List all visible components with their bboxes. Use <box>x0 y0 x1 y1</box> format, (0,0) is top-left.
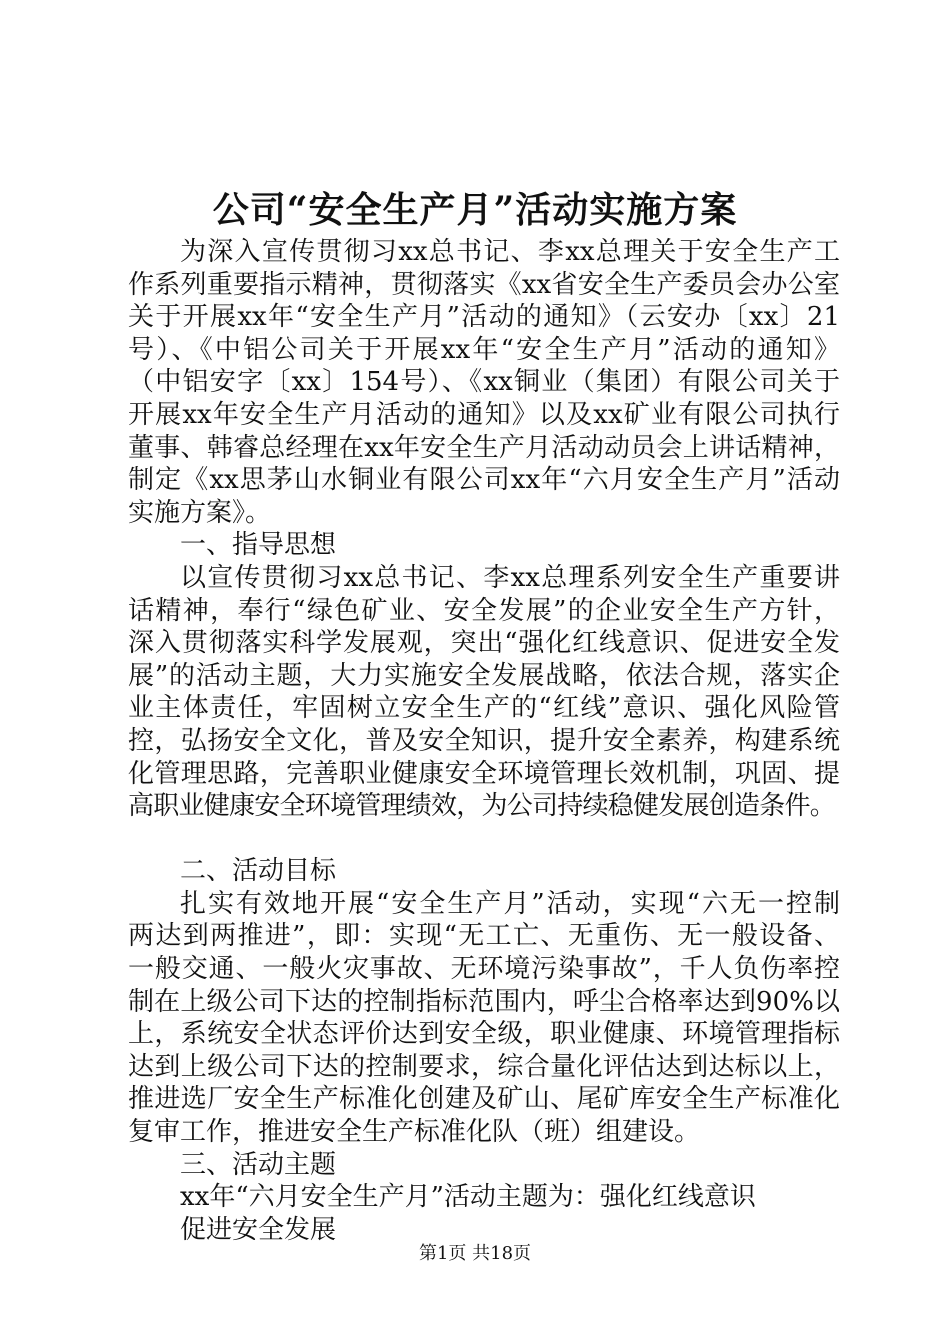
intro-line: 关于开展xx年“安全生产月”活动的通知》（云安办〔xx〕21 <box>128 302 840 333</box>
document-title: 公司“安全生产月”活动实施方案 <box>212 189 738 231</box>
section2-line: 一般交通、一般火灾事故、无环境污染事故”，千人负伤率控 <box>128 954 840 985</box>
section-heading-activity-goals: 二、活动目标 <box>180 856 337 887</box>
intro-line: （中铝安字〔xx〕154号）、《xx铜业（集团）有限公司关于 <box>128 367 840 398</box>
section1-line: 业主体责任，牢固树立安全生产的“红线”意识、强化风险管 <box>128 693 840 724</box>
intro-line: 作系列重要指示精神，贯彻落实《xx省安全生产委员会办公室 <box>128 269 840 300</box>
section2-line: 推进选厂安全生产标准化创建及矿山、尾矿库安全生产标准化 <box>128 1084 840 1115</box>
section1-line: 话精神，奉行“绿色矿业、安全发展”的企业安全生产方针， <box>128 595 840 626</box>
section1-line: 高职业健康安全环境管理绩效，为公司持续稳健发展创造条件。 <box>128 791 836 822</box>
section2-line: 复审工作，推进安全生产标准化队（班）组建设。 <box>128 1117 701 1148</box>
intro-line: 号）、《中铝公司关于开展xx年“安全生产月”活动的通知》 <box>128 334 840 365</box>
section3-line: xx年“六月安全生产月”活动主题为：强化红线意识 <box>180 1182 756 1213</box>
paragraph-spacer <box>128 823 840 856</box>
intro-line: 董事、韩睿总经理在xx年安全生产月活动动员会上讲话精神， <box>128 432 840 463</box>
section2-line: 上，系统安全状态评价达到安全级，职业健康、环境管理指标 <box>128 1019 840 1050</box>
intro-line: 为深入宣传贯彻习xx总书记、李xx总理关于安全生产工 <box>180 237 840 267</box>
section2-line: 扎实有效地开展“安全生产月”活动，实现“六无一控制 <box>180 888 840 919</box>
intro-line: 实施方案》。 <box>128 497 272 528</box>
section-heading-activity-theme: 三、活动主题 <box>180 1149 337 1180</box>
section1-line: 展”的活动主题，大力实施安全发展战略，依法合规，落实企 <box>128 660 840 691</box>
section3-line: 促进安全发展 <box>180 1214 337 1245</box>
section1-line: 化管理思路，完善职业健康安全环境管理长效机制，巩固、提 <box>128 758 840 789</box>
section-heading-guiding-thought: 一、指导思想 <box>180 530 337 561</box>
section2-line: 两达到两推进”，即：实现“无工亡、无重伤、无一般设备、 <box>128 921 840 952</box>
section1-line: 深入贯彻落实科学发展观，突出“强化红线意识、促进安全发 <box>128 628 840 659</box>
page-number-footer: 第1页 共18页 <box>418 1243 532 1264</box>
document-body <box>128 236 840 1246</box>
intro-line: 开展xx年安全生产月活动的通知》以及xx矿业有限公司执行 <box>128 399 840 430</box>
section1-line: 以宣传贯彻习xx总书记、李xx总理系列安全生产重要讲 <box>180 562 840 593</box>
section2-line: 达到上级公司下达的控制要求，综合量化评估达到达标以上， <box>128 1051 840 1082</box>
section2-line: 制在上级公司下达的控制指标范围内，呼尘合格率达到90%以 <box>128 986 840 1017</box>
intro-line: 制定《xx思茅山水铜业有限公司xx年“六月安全生产月”活动 <box>128 465 840 496</box>
section1-line: 控，弘扬安全文化，普及安全知识，提升安全素养，构建系统 <box>128 725 840 756</box>
